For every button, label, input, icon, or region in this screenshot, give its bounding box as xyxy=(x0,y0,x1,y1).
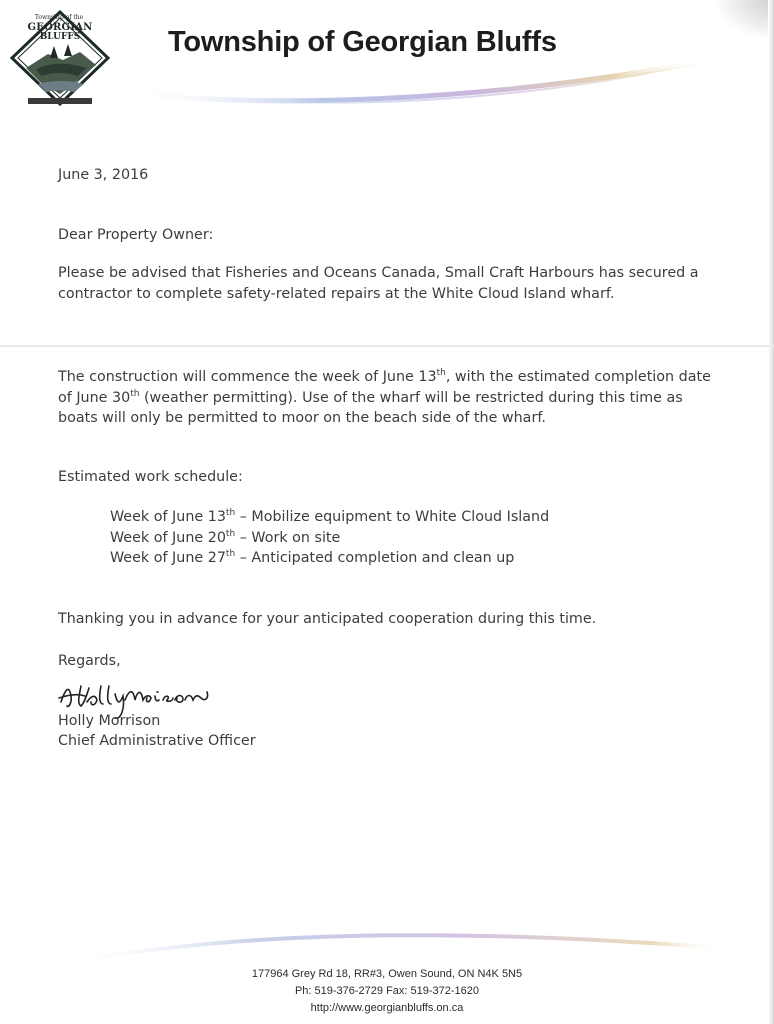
letterhead-title: Township of Georgian Bluffs xyxy=(168,26,557,58)
logo-top-text: Township of the xyxy=(34,14,84,21)
letter-date: June 3, 2016 xyxy=(58,167,149,183)
schedule-item: Week of June 13th – Mobilize equipment to White Cloud Island xyxy=(110,508,550,525)
footer-contact xyxy=(0,966,774,1017)
footer-website[interactable]: http://www.georgianbluffs.on.ca xyxy=(310,1002,464,1014)
footer-address: 177964 Grey Rd 18, RR#3, Owen Sound, ON N4K 5N5 xyxy=(251,968,523,980)
closing-sentence: Thanking you in advance for your anticipated cooperation during this time. xyxy=(58,611,597,627)
regards: Regards, xyxy=(58,653,121,669)
schedule-label: Estimated work schedule: xyxy=(58,469,243,485)
footer-phone-fax: Ph: 519-376-2729 Fax: 519-372-1620 xyxy=(294,985,480,997)
header-swoosh xyxy=(0,0,774,130)
signer-title: Chief Administrative Officer xyxy=(58,733,256,749)
paragraph-2: The construction will commence the week of June 13th, with the estimated completion date of June 30th (weather permitting). Use of the wharf will be restricted during this time as boats will only be permitted to moor on the beach side of the wharf. xyxy=(58,368,711,426)
schedule-item: Week of June 20th – Work on site xyxy=(110,528,341,546)
logo-name-line1: GEORGIAN xyxy=(27,22,93,33)
work-schedule-list xyxy=(110,507,549,569)
page-edge xyxy=(768,0,774,1024)
paper-fold-line xyxy=(0,345,774,347)
logo-name-line2: BLUFFS xyxy=(39,32,81,42)
schedule-item: Week of June 27th – Anticipated completion and clean up xyxy=(110,549,515,566)
salutation: Dear Property Owner: xyxy=(58,227,214,243)
paragraph-1: Please be advised that Fisheries and Oceans Canada, Small Craft Harbours has secured a contractor to complete safety-related repairs at the White Cloud Island wharf. xyxy=(58,265,699,302)
signer-name: Holly Morrison xyxy=(58,713,161,729)
